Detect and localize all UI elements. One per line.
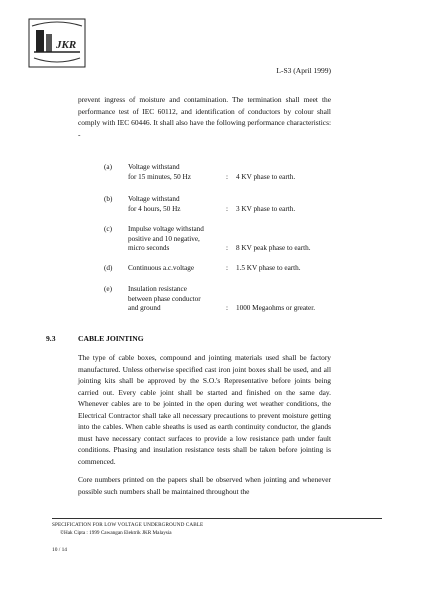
- characteristic-d: [104, 264, 344, 276]
- characteristic-label: (d): [104, 264, 113, 272]
- characteristic-colon: :: [226, 244, 228, 252]
- characteristic-value: 1.5 KV phase to earth.: [236, 264, 301, 272]
- characteristic-value: 8 KV peak phase to earth.: [236, 244, 311, 252]
- jkr-logo: [28, 18, 86, 68]
- logo-text: JKR: [56, 39, 77, 51]
- characteristic-b: [104, 195, 344, 219]
- characteristic-value: 3 KV phase to earth.: [236, 204, 296, 213]
- characteristic-colon: :: [226, 204, 228, 213]
- characteristic-a: [104, 163, 344, 187]
- page-number: 10 / 14: [52, 547, 67, 553]
- characteristic-desc: Impulse voltage withstand positive and 10 negative, micro seconds: [128, 225, 204, 252]
- core-numbers-paragraph: Core numbers printed on the papers shall be observed when jointing and whenever possible such numbers shall be maintained throughout the: [78, 475, 331, 496]
- characteristic-e: [104, 285, 344, 319]
- characteristic-label: (c): [104, 225, 112, 233]
- characteristic-colon: :: [226, 304, 228, 312]
- footer-divider: [52, 518, 382, 519]
- characteristic-label: (a): [104, 163, 112, 171]
- intro-paragraph: prevent ingress of moisture and contamination. The termination shall meet the performance test of IEC 60112, and identification of conductors by colour shall comply with IEC 60446. It shall also have the following performance characteristics: -: [78, 95, 331, 139]
- characteristic-label: (e): [104, 285, 112, 293]
- characteristic-value: 4 KV phase to earth.: [236, 172, 296, 181]
- characteristic-colon: :: [226, 264, 228, 272]
- characteristic-desc: Continuous a.c.voltage: [128, 264, 195, 272]
- section-title: CABLE JOINTING: [78, 334, 144, 343]
- characteristic-desc: Insulation resistance between phase conductor and ground: [128, 285, 201, 312]
- characteristic-desc: Voltage withstand for 15 minutes, 50 Hz: [128, 163, 191, 181]
- characteristic-value: 1000 Megaohms or greater.: [236, 304, 316, 312]
- section-number: 9.3: [46, 334, 56, 343]
- document-code: L-S3 (April 1999): [276, 66, 331, 75]
- characteristic-desc: Voltage withstand for 4 hours, 50 Hz: [128, 195, 181, 213]
- footer-copyright: ©Hak Cipta : 1999 Cawangan Elektrik JKR Malaysia: [60, 530, 172, 536]
- jkr-logo-graphic: [28, 18, 86, 68]
- footer-spec-title: SPECIFICATION FOR LOW VOLTAGE UNDERGROUND CABLE: [52, 522, 204, 528]
- characteristic-colon: :: [226, 172, 228, 181]
- characteristic-label: (b): [104, 195, 113, 203]
- jointing-paragraph: The type of cable boxes, compound and jointing materials used shall be factory manufactured. Unless otherwise specified cast iron joint boxes shall be used, and all jointing kits shall be approved by the S.O.'s Representative before joints being carried out. Every cable joint shall be started and finished on the same day. Whenever cables are to be jointed in the open during wet weather conditions, the Electrical Contractor shall take all necessary precautions to prevent moisture getting into the cables. When cable sheaths is used as earth continuity conductor, the glands must have necessary contact surfaces to provide a low resistance path under fault conditions. Phasing and insulation resistance tests shall be taken before jointing is commenced.: [78, 353, 331, 466]
- characteristic-c: [104, 225, 344, 259]
